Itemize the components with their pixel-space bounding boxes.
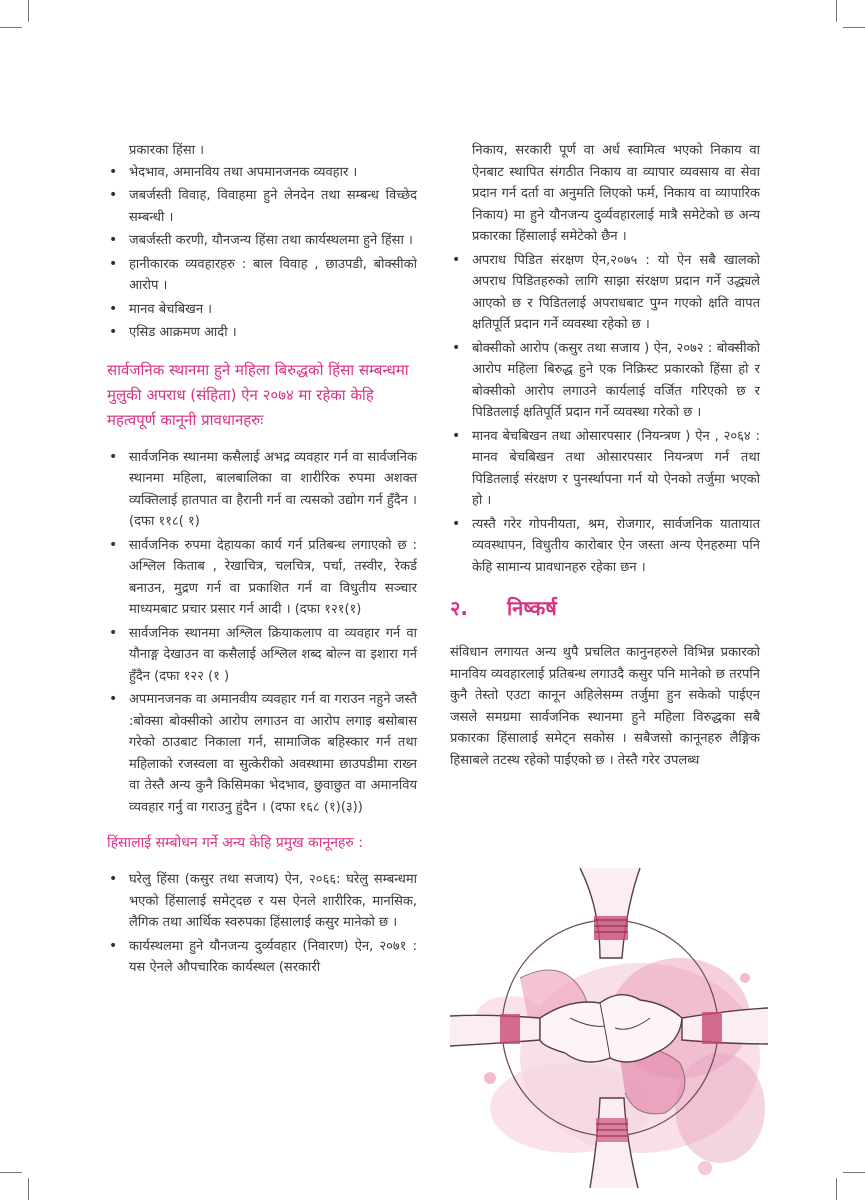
list-item: • जबर्जस्ती विवाह, विवाहमा हुने लेनदेन तथा सम्बन्ध विच्छेद सम्बन्धी । — [107, 185, 417, 228]
list-item: • घरेलु हिंसा (कसुर तथा सजाय) ऐन, २०६६: घरेलु सम्बन्धमा भएको हिंसालाई समेट्दछ र यस ऐनले शारीरिक, मानसिक, लैगिक तथा आर्थिक स्वरुपका हिंसालाई कसुर मानेको छ । — [107, 869, 417, 934]
crop-mark-top-right-v — [836, 0, 837, 22]
other-laws-list — [107, 869, 417, 979]
list-item: • जबर्जस्ती करणी, यौनजन्य हिंसा तथा कार्यस्थलमा हुने हिंसा । — [107, 230, 417, 252]
list-item: • भेदभाव, अमानविय तथा अपमानजनक व्यवहार । — [107, 162, 417, 184]
continued-paragraph: निकाय, सरकारी पूर्ण वा अर्ध स्वामित्व भएको निकाय वा ऐनबाट स्थापित संगठीत निकाय वा व्यापार व्यवसाय वा सेवा प्रदान गर्न दर्ता वा अनुमति लिएको फर्म, निकाय वा व्यापारिक निकाय) मा हुने यौनजन्य दुर्व्यवहारलाई मात्रै समेटेको छ अन्य प्रकारका हिंसालाई समेटेको छैन । — [472, 143, 760, 244]
crop-mark-bottom-right-v — [836, 1178, 837, 1200]
criminal-code-heading: सार्वजनिक स्थानमा हुने महिला बिरुद्धको हिंसा सम्बन्धमा मुलुकी अपराध (संहिता) ऐन २०७४ मा रहेका केहि महत्वपूर्ण कानूनी प्रावधानहरुः — [107, 360, 409, 429]
right-column — [450, 140, 760, 771]
list-item: • सार्वजनिक स्थानमा कसैलाई अभद्र व्यवहार गर्न वा सार्वजनिक स्थानमा महिला, बालबालिका वा शारीरिक रुपमा अशक्त व्यक्तिलाई हातपात वा हैरानी गर्न वा त्यसको उद्योग गर्न हुँदैन । (दफा ११८( १) — [107, 447, 417, 533]
list-item: • त्यस्तै गरेर गोपनीयता, श्रम, रोजगार, सार्वजनिक यातायात व्यवस्थापन, विधुतीय कारोबार ऐन जस्ता अन्य ऐनहरुमा पनि केहि सामान्य प्रावधानहरु रहेका छन । — [450, 514, 760, 579]
crop-mark-bottom-left-h — [0, 1172, 22, 1173]
hands-globe-illustration — [450, 868, 768, 1188]
crop-mark-top-left-h — [0, 27, 22, 28]
left-column — [107, 140, 417, 981]
hands-globe-icon — [450, 868, 768, 1188]
list-item: • मानव बेचबिखन । — [107, 299, 417, 321]
list-item: • सार्वजनिक रुपमा देहायका कार्य गर्न प्रतिबन्ध लगाएको छ : अश्लिल किताब , रेखाचित्र, चलचित्र, पर्चा, तस्वीर, रेकर्ड बनाउन, मुद्रण गर्न वा प्रकाशित गर्न वा विधुतीय सञ्चार माध्यमबाट प्रचार प्रसार गर्न आदी । (दफा १२१(१) — [107, 535, 417, 621]
section-number: २. — [450, 596, 468, 620]
list-item: • सार्वजनिक स्थानमा अश्लिल क्रियाकलाप वा व्यवहार गर्न वा यौनाङ्ग देखाउन वा कसैलाई अश्लिल शब्द बोल्न वा इशारा गर्न हुँदैन (दफा १२२ (१ ) — [107, 623, 417, 688]
crop-mark-bottom-left-v — [28, 1178, 29, 1200]
other-laws-heading: हिंसालाई सम्बोधन गर्ने अन्य केहि प्रमुख कानूनहरु : — [107, 835, 363, 851]
crop-mark-top-right-h — [843, 27, 865, 28]
crop-mark-top-left-v — [28, 0, 29, 22]
list-item: • अपराध पिडित संरक्षण ऐन,२०७५ : यो ऐन सबै खालको अपराध पिडितहरुको लागि साझा संरक्षण प्रदान गर्ने उद्ध्यले आएको छ र पिडितलाई अपराधबाट पुग्न गएको क्षति वापत क्षतिपूर्ति प्रदान गर्ने व्यवस्था रहेको छ । — [450, 250, 760, 336]
criminal-code-provisions-list — [107, 447, 417, 819]
other-acts-list — [450, 250, 760, 579]
list-item: • एसिड आक्रमण आदी । — [107, 322, 417, 344]
violence-types-list — [107, 162, 417, 344]
list-item: • कार्यस्थलमा हुने यौनजन्य दुर्व्यवहार (निवारण) ऐन, २०७१ : यस ऐनले औपचारिक कार्यस्थल (सरकारी — [107, 936, 417, 979]
section-title: निष्कर्ष — [506, 596, 557, 620]
list-item: • हानीकारक व्यवहारहरु : बाल विवाह , छाउपडी, बोक्सीको आरोप । — [107, 254, 417, 297]
crop-mark-bottom-right-h — [843, 1172, 865, 1173]
continued-line: प्रकारका हिंसा । — [129, 143, 205, 158]
section-heading — [450, 598, 760, 628]
list-item: • मानव बेचबिखन तथा ओसारपसार (नियन्त्रण ) ऐन , २०६४ : मानव बेचबिखन तथा ओसारपसार नियन्त्रण गर्न तथा पिडितलाई संरक्षण र पुनर्स्थापना गर्न यो ऐनको तर्जुमा भएको हो । — [450, 426, 760, 512]
list-item: • अपमानजनक वा अमानवीय व्यवहार गर्न वा गराउन नहुने जस्तै :बोक्सा बोक्सीको आरोप लगाउन वा आरोप लगाइ बसोबास गरेको ठाउबाट निकाला गर्न, सामाजिक बहिस्कार गर्न तथा महिलाको रजस्वला वा सुत्केरीको अवस्थामा छाउपडीमा राख्न वा तेस्तै अन्य कुनै किसिमका भेदभाव, छुवाछुत वा अमानविय व्यवहार गर्नु वा गराउनु हुंदैन । (दफा १६८ (१)(३)) — [107, 689, 417, 818]
list-item: • बोक्सीको आरोप (कसुर तथा सजाय ) ऐन, २०७२ : बोक्सीको आरोप महिला बिरुद्ध हुने एक निक्रिस्ट प्रकारको हिंसा हो र बोक्सीको आरोप लगाउने कार्यलाई वर्जित गरिएको छ र पिडितलाई क्षतिपूर्ति प्रदान गर्ने व्यवस्था गरेको छ । — [450, 338, 760, 424]
conclusion-paragraph: संविधान लगायत अन्य थुपै प्रचलित कानुनहरुले विभिन्न प्रकारको मानविय व्यवहारलाई प्रतिबन्ध लगाउदै कसुर पनि मानेको छ तरपनि कुनै तेस्तो एउटा कानून अहिलेसम्म तर्जुमा हुन सकेको पाईएन जसले समग्रमा सार्वजनिक स्थानमा हुने महिला विरुद्धका सबै प्रकारका हिंसालाई समेट्न सकोस । सबैजसो कानूनहरु लैङ्गिक हिसाबले तटस्थ रहेको पाईएको छ । तेस्तै गरेर उपलब्ध — [450, 645, 760, 768]
